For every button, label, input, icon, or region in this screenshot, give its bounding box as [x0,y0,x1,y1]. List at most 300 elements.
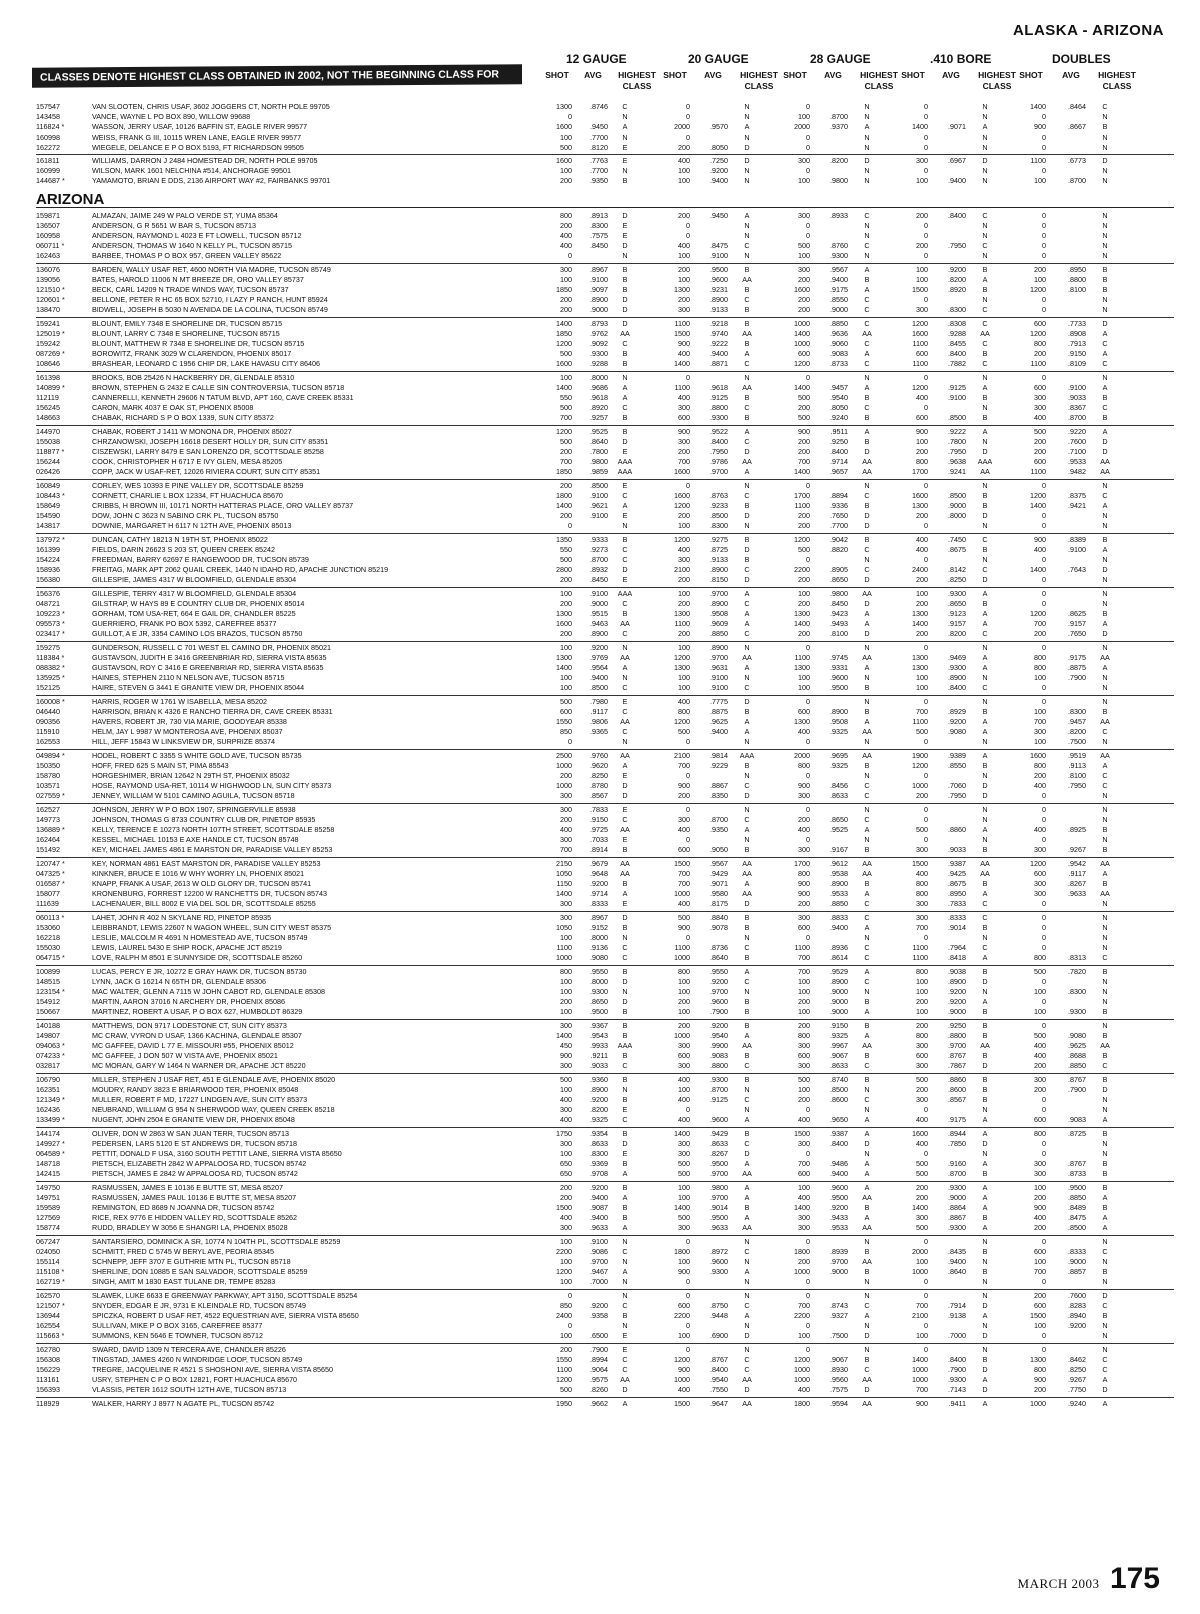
member-number: 162780 [36,1344,60,1354]
highest-class: C [864,318,870,328]
shot-count: 100 [798,683,810,693]
shot-count: 300 [678,403,690,413]
shot-count: 200 [916,598,928,608]
shot-count: 0 [1042,1331,1046,1341]
highest-class: A [622,760,628,770]
average: .9686 [590,382,608,392]
shot-count: 2000 [794,122,810,132]
highest-class: N [744,771,750,780]
shot-count: 100 [798,251,810,261]
highest-class: A [744,966,750,976]
highest-class: A [1102,1213,1108,1223]
highest-class: C [744,1365,750,1374]
average: .7950 [948,791,966,801]
average: .8500 [710,511,728,521]
average: .8400 [830,1138,848,1148]
member-name-address: GUILLOT, A E JR, 3354 CAMINO LOS BRAZOS, TUCSON 85750 [92,629,303,639]
highest-class: C [864,791,870,801]
member-name-address: ALMAZAN, JAIME 249 W PALO VERDE ST, YUMA 85364 [92,210,278,220]
shot-count: 300 [798,1223,810,1233]
average: .8267 [710,1149,728,1158]
member-number: 109223 * [36,609,65,618]
average: .7600 [1068,1290,1086,1300]
member-name-address: MARTIN, AARON 37016 N ARCHERY DR, PHOENIX 85086 [92,997,285,1007]
shot-count: 700 [678,879,690,888]
average: .9097 [590,285,608,294]
highest-class: A [622,1398,628,1408]
average: .8767 [710,1354,728,1364]
shot-count: 400 [1034,781,1046,791]
shot-count: 900 [678,426,690,436]
average: .8400 [948,1354,966,1364]
average: .9273 [590,544,608,554]
member-name-address: HODEL, ROBERT C 3355 S WHITE GOLD AVE, TUCSON 85735 [92,750,302,760]
highest-class: B [744,305,750,315]
member-name-address: SINGH, AMIT M 1830 EAST TULANE DR, TEMPE 85283 [92,1277,276,1287]
highest-class: D [744,511,750,521]
shot-count: 2200 [794,565,810,575]
shot-count: 1500 [556,1203,572,1212]
table-row [0,1267,1200,1277]
average: .8967 [590,264,608,274]
shot-count: 1000 [912,1365,928,1374]
highest-class: AA [862,727,872,737]
table-row [0,575,1200,585]
shot-count: 1600 [556,156,572,165]
member-name-address: BIDWELL, JOSEPH B 5030 N AVENIDA DE LA COLINA, TUCSON 85749 [92,305,328,315]
average: .9240 [1068,1398,1086,1408]
average: .9100 [710,683,728,693]
highest-class: N [1102,295,1108,305]
highest-class: A [744,1182,750,1192]
average: .8250 [590,771,608,780]
shot-count: 700 [798,1300,810,1310]
member-number: 088382 * [36,663,65,672]
group-divider [36,587,1174,588]
shot-count: 500 [560,142,572,152]
shot-count: 1000 [556,781,572,791]
average: .7900 [590,1344,608,1354]
shot-count: 200 [1034,1084,1046,1094]
shot-count: 1200 [556,426,572,436]
table-row [0,349,1200,359]
highest-class: B [1102,1128,1108,1138]
average: .8456 [830,781,848,791]
highest-class: AA [1100,889,1110,899]
average: .7820 [1068,966,1086,976]
highest-class: N [744,112,750,122]
highest-class: D [622,295,628,305]
member-number: 154912 [36,997,60,1007]
average: .8860 [948,825,966,834]
highest-class: N [982,436,988,446]
average: .9200 [1068,1321,1086,1331]
highest-class: B [982,501,988,510]
shot-count: 500 [560,1385,572,1395]
highest-class: C [622,943,628,953]
average: .9100 [948,393,966,402]
shot-count: 200 [916,511,928,521]
table-row [0,1193,1200,1203]
highest-class: B [982,845,988,855]
member-number: 152125 [36,683,60,693]
average: .9800 [590,457,608,467]
shot-count: 1700 [912,467,928,477]
average: .9200 [590,1300,608,1310]
highest-class: B [1102,1030,1108,1040]
highest-class: D [864,156,870,165]
highest-class: N [1102,1105,1108,1115]
shot-count: 1300 [674,285,690,294]
average: .9100 [590,274,608,284]
shot-count: 0 [1042,922,1046,932]
average: .8567 [948,1095,966,1104]
member-number: 156229 [36,1365,60,1374]
average: .9625 [710,717,728,726]
highest-class: AA [980,328,990,338]
shot-count: 300 [678,1223,690,1233]
member-name-address: BROWN, STEPHEN G 2432 E CALLE SIN CONTROVERSIA, TUCSON 85718 [92,382,345,392]
average: .8250 [948,575,966,585]
average: .9000 [830,1007,848,1017]
average: .9575 [590,1375,608,1385]
shot-count: 0 [1042,142,1046,152]
highest-class: D [744,696,750,706]
table-row [0,1355,1200,1365]
member-number: 115663 * [36,1331,65,1341]
shot-count: 0 [1042,696,1046,706]
shot-count: 0 [924,696,928,706]
shot-count: 100 [678,588,690,598]
member-name-address: VLASSIS, PETER 1612 SOUTH 12TH AVE, TUCSON 85713 [92,1385,287,1395]
shot-count: 800 [916,879,928,888]
highest-class: E [622,220,628,230]
shot-count: 0 [1042,372,1046,382]
shot-count: 0 [924,1277,928,1287]
highest-class: B [1102,534,1108,544]
average: .8900 [710,598,728,608]
average: .9700 [710,1192,728,1202]
shot-count: 0 [1042,480,1046,490]
shot-count: 100 [678,1257,690,1266]
shot-count: 100 [678,1331,690,1341]
highest-class: N [1102,575,1108,585]
highest-class: A [982,1128,988,1138]
member-name-address: WILLIAMS, DARRON J 2484 HOMESTEAD DR, NORTH POLE 99705 [92,156,318,165]
shot-count: 200 [916,447,928,456]
highest-class: A [744,879,750,888]
shot-count: 500 [916,825,928,834]
highest-class: B [622,264,628,274]
shot-count: 200 [798,1095,810,1104]
highest-class: A [864,264,870,274]
average: .8500 [1068,1223,1086,1233]
member-number: 120601 * [36,295,65,305]
shot-count: 400 [678,696,690,706]
highest-class: B [622,1051,628,1061]
average: .9083 [830,349,848,359]
shot-count: 100 [678,166,690,176]
shot-count: 1100 [674,382,690,392]
average: .8000 [590,372,608,382]
highest-class: D [864,511,870,521]
shot-count: 100 [560,1236,572,1246]
highest-class: D [1102,1084,1108,1094]
highest-class: A [1102,663,1108,672]
member-number: 108443 * [36,490,65,500]
highest-class: AA [742,858,752,868]
average: .9400 [710,349,728,359]
shot-count: 2200 [794,1311,810,1320]
average: .8700 [1068,413,1086,423]
average: .9300 [710,1074,728,1084]
highest-class: D [622,241,628,251]
highest-class: C [864,1365,870,1374]
highest-class: A [864,1030,870,1040]
shot-count: 850 [560,1300,572,1310]
average: .9538 [830,868,848,878]
shot-count: 100 [560,933,572,942]
shot-count: 1200 [1030,285,1046,294]
average: .8944 [948,1128,966,1138]
shot-count: 1600 [1030,750,1046,760]
average: .9000 [948,1007,966,1017]
average: .9033 [1068,393,1086,402]
highest-class: D [1102,565,1108,575]
shot-count: 1600 [674,490,690,500]
highest-class: N [982,112,988,122]
average: .7600 [1068,436,1086,446]
highest-class: D [622,1138,628,1148]
shot-count: 0 [924,251,928,261]
shot-count: 0 [1042,295,1046,305]
average: .8850 [830,318,848,328]
shot-count: 1750 [556,1128,572,1138]
highest-class: B [864,274,870,284]
average: .9222 [710,339,728,348]
average: .8900 [710,642,728,652]
shot-count: 700 [560,457,572,467]
highest-class: C [744,1300,750,1310]
highest-class: A [1102,382,1108,392]
shot-count: 0 [806,1277,810,1287]
table-row [0,1115,1200,1125]
highest-class: N [744,166,750,176]
shot-count: 1200 [674,501,690,510]
average: .9525 [830,825,848,834]
average: .8400 [710,1365,728,1374]
table-row [0,825,1200,835]
average: .7750 [1068,1385,1086,1395]
average: .9370 [830,122,848,132]
average: .9600 [710,1257,728,1266]
highest-class: N [1102,521,1108,531]
highest-class: B [622,1159,628,1169]
shot-count: 0 [806,166,810,176]
shot-count: 1200 [674,652,690,662]
shot-count: 1400 [794,382,810,392]
highest-class: N [1102,642,1108,652]
shot-count: 0 [686,1344,690,1354]
average: .7650 [1068,629,1086,639]
average: .9100 [710,251,728,261]
highest-class: N [982,771,988,780]
shot-count: 0 [806,1344,810,1354]
highest-class: D [622,210,628,220]
shot-count: 0 [686,220,690,230]
shot-count: 800 [1034,663,1046,672]
shot-count: 0 [924,142,928,152]
highest-class: N [1102,588,1108,598]
highest-class: N [622,737,628,747]
highest-class: N [1102,1138,1108,1148]
shot-count: 100 [560,642,572,652]
highest-class: AA [742,1223,752,1233]
table-row [0,781,1200,791]
highest-class: D [622,305,628,315]
average: .8100 [830,629,848,639]
shot-count: 100 [560,132,572,142]
table-row [0,457,1200,467]
shot-count: 1000 [1030,1398,1046,1408]
highest-class: B [982,1020,988,1030]
group-divider [36,695,1174,696]
highest-class: B [864,706,870,716]
member-name-address: CORNETT, CHARLIE L BOX 12334, FT HUACHUCA 85670 [92,490,283,500]
table-row [0,815,1200,825]
state-heading-arizona: ARIZONA [36,190,105,208]
table-row [0,1183,1200,1193]
shot-count: 300 [916,1213,928,1223]
highest-class: A [1102,426,1108,436]
highest-class: D [1102,629,1108,639]
shot-count: 600 [1034,382,1046,392]
highest-class: A [1102,501,1108,510]
member-name-address: KNAPP, FRANK A USAF, 2613 W OLD GLORY DR, TUCSON 85741 [92,879,312,888]
member-name-address: MC CRAW, VYRON D USAF, 1366 KACHINA, GLENDALE 85307 [92,1030,302,1040]
average: .9708 [590,1169,608,1179]
shot-count: 2800 [556,565,572,575]
highest-class: N [1102,912,1108,922]
shot-count: 200 [560,1192,572,1202]
shot-count: 300 [916,1061,928,1071]
table-row [0,599,1200,609]
average: .7900 [1068,673,1086,683]
average: .9740 [710,328,728,338]
table-row [0,1159,1200,1169]
average: .9288 [948,328,966,338]
average: .9100 [710,673,728,683]
shot-count: 100 [1034,987,1046,996]
shot-count: 200 [798,997,810,1007]
average: .9133 [710,305,728,315]
highest-class: A [622,382,628,392]
highest-class: B [1102,706,1108,716]
average: .9000 [1068,1257,1086,1266]
highest-class: E [622,1331,628,1341]
member-number: 027559 * [36,791,65,801]
shot-count: 2150 [556,858,572,868]
shot-count: 0 [806,696,810,706]
average: .9275 [710,534,728,544]
member-number: 116824 * [36,122,65,132]
member-name-address: OLIVER, DON W 2863 W SAN JUAN TERR, TUCSON 85713 [92,1128,290,1138]
shot-count: 0 [1042,305,1046,315]
average: .8913 [590,210,608,220]
average: .9200 [710,976,728,986]
shot-count: 200 [678,791,690,801]
table-row [0,275,1200,285]
average: .8793 [590,318,608,328]
shot-count: 650 [560,1169,572,1179]
highest-class: C [744,1095,750,1104]
shot-count: 400 [798,727,810,737]
highest-class: C [622,490,628,500]
average: .9200 [948,997,966,1007]
table-row [0,845,1200,855]
highest-class: N [864,372,870,382]
average: .8733 [830,359,848,369]
shot-count: 0 [806,642,810,652]
table-row [0,737,1200,747]
shot-count: 400 [1034,1213,1046,1223]
highest-class: C [982,912,988,922]
average: .8920 [590,403,608,413]
average: .9633 [1068,889,1086,899]
average: .8633 [830,1061,848,1071]
highest-class: D [622,436,628,446]
average: .8840 [710,912,728,922]
average: .9000 [830,1267,848,1277]
shot-count: 600 [916,349,928,359]
average: .7700 [590,132,608,142]
highest-class: B [982,393,988,402]
highest-class: E [622,899,628,909]
shot-count: 1200 [556,1375,572,1385]
highest-class: AA [742,1041,752,1050]
highest-class: N [1102,1277,1108,1287]
average: .9714 [830,457,848,467]
shot-count: 0 [686,737,690,747]
shot-count: 1000 [794,1267,810,1277]
highest-class: C [982,318,988,328]
highest-class: A [982,1159,988,1169]
highest-class: B [982,1084,988,1094]
highest-class: N [864,737,870,747]
shot-count: 200 [916,629,928,639]
average: .7850 [948,1138,966,1148]
shot-count: 200 [916,1192,928,1202]
table-row [0,653,1200,663]
average: .7900 [948,1365,966,1374]
average: .8972 [710,1246,728,1256]
table-row [0,133,1200,143]
average: .8400 [830,447,848,456]
average: .8850 [1068,1192,1086,1202]
highest-class: N [982,987,988,996]
member-number: 149927 * [36,1138,65,1148]
column-subheaders [545,70,1170,96]
highest-class: B [622,1128,628,1138]
average: .7733 [1068,318,1086,328]
average: .9600 [830,1182,848,1192]
highest-class: N [982,1277,988,1287]
member-name-address: BECK, CARL 14209 N TRADE WINDS WAY, TUCSON 85737 [92,285,289,294]
highest-class: N [1102,142,1108,152]
average: .9500 [830,683,848,693]
member-name-address: WIEGELE, DELANCE E P O BOX 5193, FT RICHARDSON 99505 [92,142,304,152]
highest-class: C [1102,403,1108,413]
